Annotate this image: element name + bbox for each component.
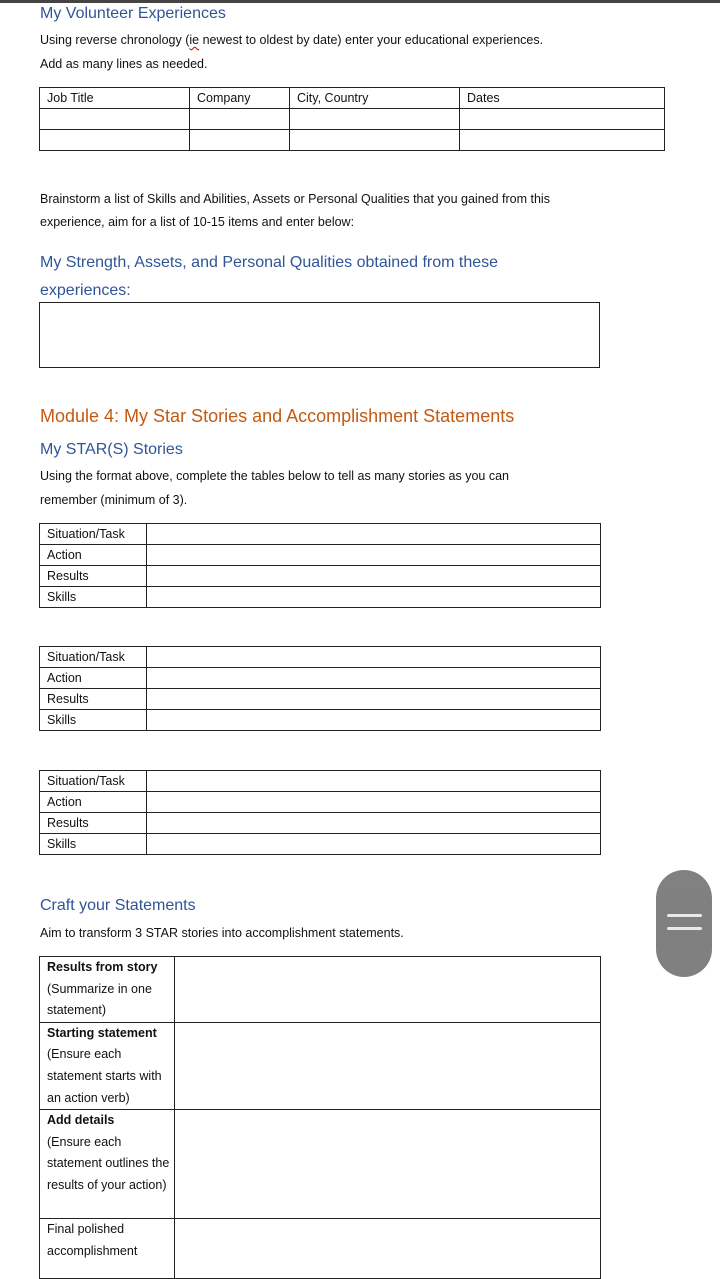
star-instructions-line1: Using the format above, complete the tables below to tell as many stories as you can <box>40 469 509 483</box>
row-label-bold: Add details <box>47 1113 115 1128</box>
row-label-note: (Summarize in one statement) <box>47 981 152 1018</box>
table-row <box>40 647 601 668</box>
table-cell[interactable] <box>147 834 601 855</box>
table-cell[interactable] <box>147 710 601 731</box>
table-row <box>40 545 601 566</box>
column-header: City, Country <box>290 88 460 109</box>
column-header: Job Title <box>40 88 190 109</box>
table-cell[interactable] <box>460 130 665 151</box>
table-cell[interactable] <box>147 771 601 792</box>
row-label: Action <box>40 668 147 689</box>
craft-instructions: Aim to transform 3 STAR stories into accomplishment statements. <box>40 926 404 940</box>
craft-heading: Craft your Statements <box>40 897 196 914</box>
row-label-bold: Results from story <box>47 960 158 974</box>
grip-line-icon <box>667 927 702 930</box>
row-label: Skills <box>40 834 147 855</box>
table-row <box>40 109 665 130</box>
table-row <box>40 834 601 855</box>
instr-part: newest to oldest by date) enter your educational experiences. <box>199 33 544 47</box>
grip-line-icon <box>667 914 702 917</box>
strengths-heading-line2: experiences: <box>40 282 131 299</box>
row-label-bold: Starting statement <box>47 1025 157 1040</box>
table-cell[interactable] <box>175 1022 601 1109</box>
table-row <box>40 710 601 731</box>
volunteer-table <box>39 87 665 151</box>
strengths-heading <box>40 249 498 305</box>
volunteer-instructions <box>40 29 543 52</box>
table-cell[interactable] <box>290 130 460 151</box>
table-cell[interactable] <box>460 109 665 130</box>
table-cell[interactable] <box>147 813 601 834</box>
row-label <box>40 1219 175 1279</box>
table-cell[interactable] <box>147 566 601 587</box>
table-header-row <box>40 88 665 109</box>
table-row <box>40 668 601 689</box>
row-label: Skills <box>40 587 147 608</box>
table-row <box>40 1110 601 1219</box>
module4-title: Module 4: My Star Stories and Accomplishment Statements <box>40 406 515 426</box>
column-header: Dates <box>460 88 665 109</box>
brainstorm-text-line2: experience, aim for a list of 10-15 items and enter below: <box>40 215 355 229</box>
table-row <box>40 1022 601 1109</box>
table-row <box>40 1219 601 1279</box>
brainstorm-text-line1: Brainstorm a list of Skills and Abilities, Assets or Personal Qualities that you gained from this <box>40 192 550 206</box>
row-label: Results <box>40 689 147 710</box>
strengths-input-box[interactable] <box>39 302 600 368</box>
row-label <box>40 1110 175 1219</box>
row-label: Action <box>40 792 147 813</box>
instr-part: Using reverse chronology ( <box>40 33 190 47</box>
row-label-note: Final polished accomplishment <box>47 1222 138 1258</box>
table-cell[interactable] <box>147 647 601 668</box>
table-cell[interactable] <box>190 109 290 130</box>
table-cell[interactable] <box>175 1110 601 1219</box>
row-label <box>40 1022 175 1109</box>
star-stories-heading: My STAR(S) Stories <box>40 441 183 458</box>
table-cell[interactable] <box>175 957 601 1023</box>
row-label: Situation/Task <box>40 771 147 792</box>
table-row <box>40 792 601 813</box>
table-row <box>40 566 601 587</box>
table-cell[interactable] <box>147 689 601 710</box>
table-cell[interactable] <box>175 1219 601 1279</box>
table-row <box>40 813 601 834</box>
table-cell[interactable] <box>190 130 290 151</box>
window-top-border <box>0 0 720 3</box>
table-row <box>40 689 601 710</box>
spellcheck-word[interactable]: ie <box>189 33 200 47</box>
table-row <box>40 524 601 545</box>
star-instructions-line2: remember (minimum of 3). <box>40 493 188 507</box>
row-label <box>40 957 175 1023</box>
row-label: Action <box>40 545 147 566</box>
star-table-3 <box>39 770 601 855</box>
row-label: Situation/Task <box>40 524 147 545</box>
table-row <box>40 587 601 608</box>
table-cell[interactable] <box>147 545 601 566</box>
table-cell[interactable] <box>40 109 190 130</box>
table-cell[interactable] <box>147 668 601 689</box>
volunteer-heading: My Volunteer Experiences <box>40 5 226 22</box>
table-cell[interactable] <box>147 792 601 813</box>
row-label: Skills <box>40 710 147 731</box>
strengths-heading-line1: My Strength, Assets, and Personal Qualities obtained from these <box>40 254 499 271</box>
row-label-note: (Ensure each statement starts with an action verb) <box>47 1047 162 1105</box>
row-label: Results <box>40 566 147 587</box>
row-label: Situation/Task <box>40 647 147 668</box>
row-label-note: (Ensure each statement outlines the results of your action) <box>47 1134 170 1192</box>
row-label: Results <box>40 813 147 834</box>
craft-table <box>39 956 601 1279</box>
star-table-2 <box>39 646 601 731</box>
table-cell[interactable] <box>147 587 601 608</box>
table-row <box>40 130 665 151</box>
table-row <box>40 771 601 792</box>
scroll-handle[interactable] <box>656 870 712 977</box>
table-cell[interactable] <box>290 109 460 130</box>
table-cell[interactable] <box>40 130 190 151</box>
table-row <box>40 957 601 1023</box>
volunteer-instructions-line2: Add as many lines as needed. <box>40 57 208 71</box>
column-header: Company <box>190 88 290 109</box>
table-cell[interactable] <box>147 524 601 545</box>
star-table-1 <box>39 523 601 608</box>
